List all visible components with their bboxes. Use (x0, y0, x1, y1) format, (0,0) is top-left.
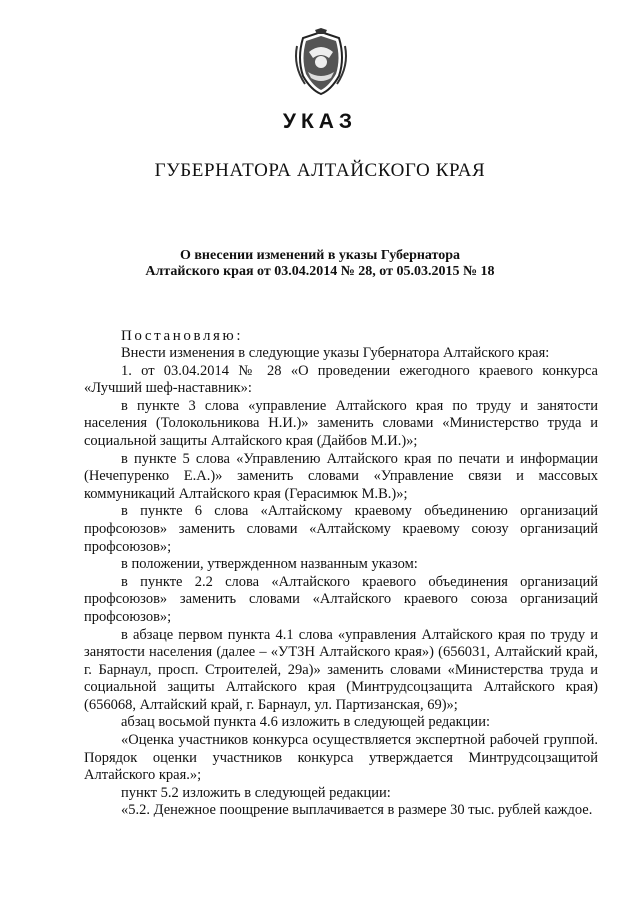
paragraph: 1. от 03.04.2014 № 28 «О проведении ежегодного краевого конкурса «Лучший шеф-наставник»: (84, 362, 598, 397)
paragraph: в пункте 6 слова «Алтайскому краевому объединению организаций профсоюзов» заменить словами «Алтайскому краевому союзу организаций профсоюзов»; (84, 503, 598, 555)
paragraph: в положении, утвержденном названным указом: (121, 556, 418, 573)
document-heading (0, 248, 640, 280)
paragraph: пункт 5.2 изложить в следующей редакции: (121, 784, 391, 801)
decree-word: Постановляю: (121, 328, 244, 344)
paragraph: Внести изменения в следующие указы Губернатора Алтайского края: (121, 345, 550, 361)
paragraph: абзац восьмой пункта 4.6 изложить в следующей редакции: (121, 714, 490, 731)
paragraph: «5.2. Денежное поощрение выплачивается в размере 30 тыс. рублей каждое. (121, 802, 593, 819)
paragraph: в пункте 2.2 слова «Алтайского краевого объединения организаций профсоюзов» заменить словами «Алтайского краевого союза организаций профсоюзов»; (84, 573, 598, 625)
heading-line: Алтайского края от 03.04.2014 № 28, от 05.03.2015 № 18 (145, 264, 495, 279)
paragraph: в абзаце первом пункта 4.1 слова «управления Алтайского края по труду и занятости населения (далее – «УТЗН Алтайского края») (656031, Алтайский край, г. Барнаул, просп. Строителей, 29а)» заменить словами «Министерства труда и социальной защиты Алтайского края (Минтрудсоцзащита Алтайского края) (656068, Алтайский край, г. Барнаул, ул. Партизанская, 69)»; (84, 626, 598, 713)
heading-line: О внесении изменений в указы Губернатора (179, 248, 461, 263)
paragraph: в пункте 3 слова «управление Алтайского края по труду и занятости населения (Толокольникова Н.И.)» заменить словами «Министерство труда и социальной защиты Алтайского края (Дайбов М.И.)»; (84, 397, 598, 449)
document-type: УКАЗ (282, 110, 358, 133)
issuer-title: ГУБЕРНАТОРА АЛТАЙСКОГО КРАЯ (154, 160, 486, 181)
paragraph: «Оценка участников конкурса осуществляется экспертной рабочей группой. Порядок оценки участников конкурса утверждается Минтрудсоцзащитой Алтайского края.»; (84, 732, 598, 784)
coat-of-arms-icon (291, 28, 351, 96)
paragraph: в пункте 5 слова «Управлению Алтайского края по печати и информации (Нечепуренко Е.А.)» заменить словами «Управление связи и массовых коммуникаций Алтайского края (Герасимюк М.В.)»; (84, 450, 598, 502)
document-body (84, 345, 598, 820)
